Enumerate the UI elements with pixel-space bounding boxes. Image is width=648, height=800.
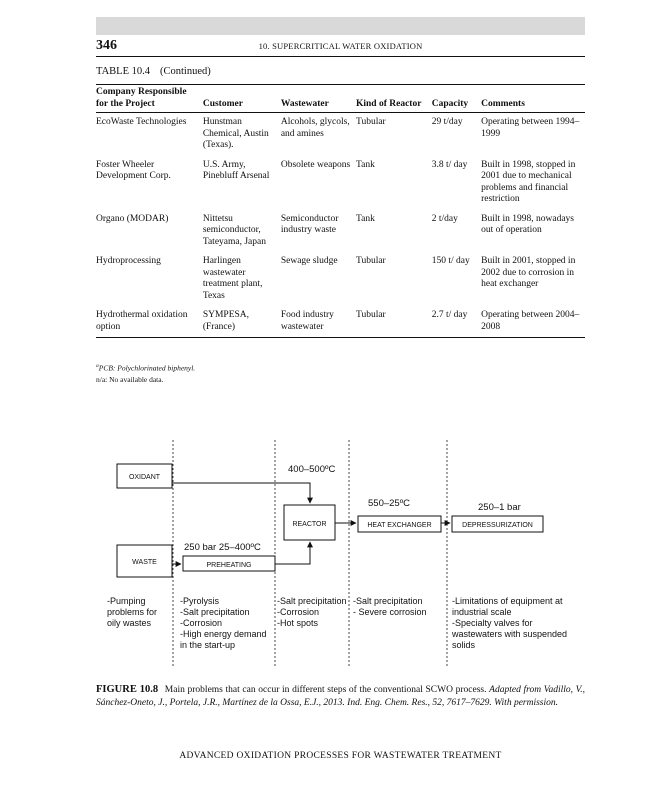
- table-cell: Obsolete weapons: [280, 159, 351, 170]
- table-cell: 29 t/day: [431, 117, 463, 127]
- problem-line: -Corrosion: [277, 607, 320, 617]
- depressurization-label: DEPRESSURIZATION: [462, 522, 533, 529]
- problem-line: -Salt precipitation: [277, 596, 347, 606]
- table-cell: Operating between 2004–2008: [481, 306, 585, 338]
- table-cell: Hydrothermal oxidation option: [96, 306, 203, 338]
- col-header: Wastewater: [281, 85, 356, 113]
- col-header: Comments: [481, 85, 585, 113]
- problem-line: -Salt precipitation: [180, 607, 250, 617]
- col-header: Company Responsible for the Project: [96, 85, 203, 113]
- problem-line: industrial scale: [452, 607, 512, 617]
- problem-line: -Limitations of equipment at: [452, 596, 563, 606]
- reactor-label: REACTOR: [292, 521, 327, 528]
- table-cell: 150 t/ day: [431, 256, 470, 266]
- table-cell: EcoWaste Technologies: [96, 117, 187, 127]
- table-cell: Alcohols, glycols, and amines: [280, 117, 350, 139]
- table-cell: 3.8 t/ day: [431, 159, 468, 170]
- problem-line: -Corrosion: [180, 618, 223, 628]
- figure-caption: [96, 684, 585, 709]
- table-cell: Semiconductor industry waste: [280, 213, 339, 235]
- problem-line: -Hot spots: [277, 618, 319, 628]
- table-cell: Foster Wheeler Development Corp.: [96, 159, 171, 181]
- table-cell: Nittetsu semiconductor, Tateyama, Japan: [202, 213, 266, 247]
- page-number: 346: [96, 38, 117, 53]
- table-cell: Tank: [355, 213, 375, 224]
- table-cell: 2.7 t/ day: [432, 306, 481, 338]
- running-head: 10. SUPERCRITICAL WATER OXIDATION: [258, 41, 423, 51]
- table-cell: Tubular: [355, 256, 386, 266]
- problem-line: oily wastes: [107, 618, 152, 628]
- table-cell: Sewage sludge: [280, 256, 338, 266]
- problem-line: -High energy demand: [180, 629, 267, 639]
- problem-line: - Severe corrosion: [353, 607, 427, 617]
- table-cell: Built in 2001, stopped in 2002 due to corrosion in heat exchanger: [481, 256, 576, 289]
- table-cell: Hunstman Chemical, Austin (Texas).: [202, 117, 269, 150]
- oxidant-arrow: [172, 483, 310, 503]
- page-footer: ADVANCED OXIDATION PROCESSES FOR WASTEWATER TREATMENT: [179, 751, 502, 761]
- preheating-conditions: 250 bar 25–400ºC: [184, 542, 261, 553]
- table-cell: Tank: [355, 159, 375, 170]
- figure-caption-text: Main problems that can occur in different steps of the conventional SCWO process.: [164, 685, 487, 695]
- problem-line: wastewaters with suspended: [452, 629, 568, 639]
- table-cell: Built in 1998, stopped in 2001 due to mechanical problems and financial restriction: [481, 159, 576, 204]
- table-cell: Hydroprocessing: [96, 256, 161, 266]
- heat-exchanger-conditions: 550–25ºC: [368, 498, 411, 509]
- col-header: Kind of Reactor: [356, 85, 432, 113]
- table-label: TABLE 10.4: [96, 66, 150, 77]
- table-cell: Harlingen wastewater treatment plant, Texas: [202, 256, 263, 301]
- table-cell: SYMPESA, (France): [203, 306, 281, 338]
- heat-exchanger-label: HEAT EXCHANGER: [367, 522, 432, 529]
- footnote-pcb: $^a$PCB: Polychlorinated biphenyl.: [96, 363, 196, 373]
- reactor-conditions: 400–500ºC: [288, 464, 336, 475]
- waste-label: WASTE: [132, 559, 157, 566]
- table-cell: Built in 1998, nowadays out of operation: [481, 213, 574, 235]
- problems-text: [107, 596, 567, 650]
- preheating-arrow: [275, 542, 310, 564]
- table-cell: 2 t/day: [431, 213, 458, 224]
- table-cell: U.S. Army, Pinebluff Arsenal: [202, 159, 270, 181]
- problem-line: -Pyrolysis: [180, 596, 220, 606]
- oxidant-label: OXIDANT: [128, 474, 161, 481]
- table-continued: (Continued): [160, 66, 211, 77]
- table-cell: Food industry wastewater: [281, 306, 356, 338]
- problem-line: solids: [452, 640, 476, 650]
- table-cell: Operating between 1994–1999: [481, 117, 580, 139]
- problem-line: -Specialty valves for: [452, 618, 533, 628]
- depressurization-conditions: 250–1 bar: [478, 502, 521, 513]
- problem-line: -Salt precipitation: [353, 596, 423, 606]
- col-header: Capacity: [432, 85, 481, 113]
- preheating-label: PREHEATING: [206, 562, 252, 569]
- problem-line: problems for: [107, 607, 158, 617]
- footnote-na: n/a: No available data.: [96, 374, 164, 384]
- problem-line: -Pumping: [107, 596, 146, 606]
- col-header: Customer: [203, 85, 281, 113]
- table-cell: Organo (MODAR): [96, 213, 169, 224]
- footnote-mark: a: [96, 363, 99, 369]
- figure-source: Adapted from Vadillo, V., Sánchez-Oneto, J., Portela, J.R., Martínez de la Ossa, E.J., 2013. Ind. Eng. Chem. Res., 52, 7617–7629. With permission.: [96, 685, 586, 708]
- table-cell: Tubular: [356, 306, 432, 338]
- figure-label: FIGURE 10.8: [96, 684, 159, 695]
- problem-line: in the start-up: [180, 640, 236, 650]
- table-cell: Tubular: [355, 117, 386, 127]
